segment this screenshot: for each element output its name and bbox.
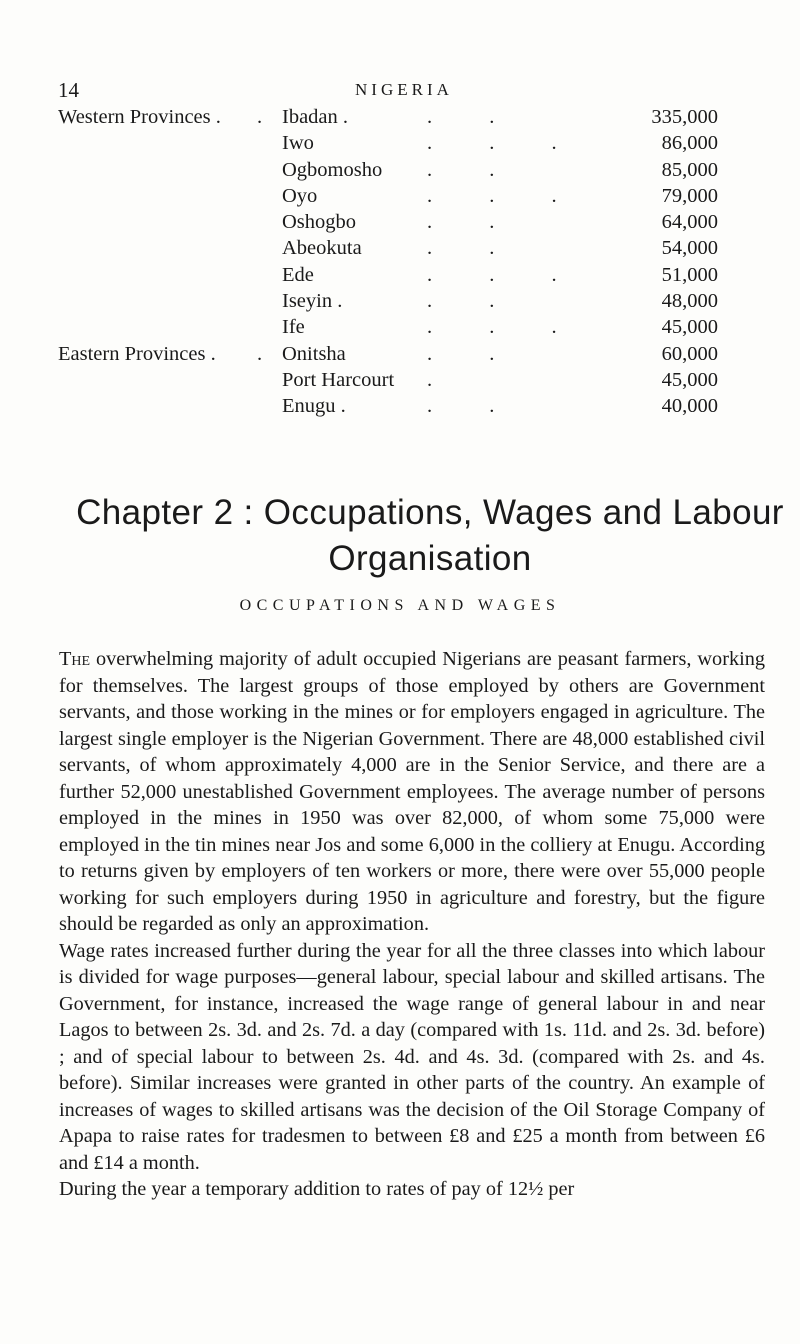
population-value: 48,000 [661,290,718,313]
table-row [58,262,718,288]
section-heading: OCCUPATIONS AND WAGES [239,597,561,614]
table-row [58,314,718,340]
table-row [58,104,718,130]
table-row [58,367,718,393]
leader-dot: . [257,342,263,365]
leader-dots: . . . [427,263,583,286]
table-row [58,183,718,209]
population-value: 86,000 [661,132,718,155]
leader-dots: . . [427,342,521,365]
leader-dots: . . [427,211,521,234]
region-label: Eastern Provinces . [58,342,216,365]
population-table [58,104,718,420]
population-value: 335,000 [651,106,718,128]
population-value: 64,000 [661,211,718,234]
leader-dots: . . [427,158,521,181]
leader-dots: . [427,368,459,391]
population-value: 60,000 [661,342,718,365]
city-name: Ogbomosho [282,158,383,181]
table-row [58,393,718,419]
table-row [58,130,718,156]
city-name: Onitsha [282,342,346,365]
leader-dots: . . [427,290,521,313]
city-name: Abeokuta [282,237,362,260]
city-name: Enugu . [282,395,346,418]
table-row [58,235,718,261]
table-row [58,288,718,314]
city-name: Oyo [282,184,318,207]
city-name: Ife [282,316,305,339]
city-name: Ede [282,263,314,286]
city-name: Iwo [282,132,314,155]
table-row [58,209,718,235]
chapter-title-line-2: Organisation [328,539,532,578]
population-value: 45,000 [661,368,718,391]
city-name: Oshogbo [282,211,357,234]
leader-dots: . . . [427,132,583,155]
city-name: Iseyin . [282,290,343,313]
table-row [58,157,718,183]
leader-dots: . . . [427,184,583,207]
body-text [59,646,765,1203]
paragraph-text: overwhelming majority of adult occupied Nigerians are peasant farmers, working for themselves. The largest groups of those employed by others are Government servants, and those working in the mines or for employers engaged in agriculture. The largest single employer is the Nigerian Government. There are 48,000 established civil servants, of whom approximately 4,000 are in the Senior Service, and there are a further 52,000 unestablished Government employees. The average number of persons employed in the mines in 1950 was over 82,000, of whom some 75,000 were employed in the tin mines near Jos and some 6,000 in the colliery at Enugu. According to returns given by employers of ten workers or more, there were over 55,000 people working for such employers during 1950 in agriculture and forestry, but the figure should be regarded as only an approximation. [59,648,766,935]
paragraph-lead-word: The [59,648,91,670]
leader-dot: . [257,106,263,128]
city-name: Port Harcourt [282,368,395,391]
city-name: Ibadan . [282,106,349,128]
population-value: 40,000 [661,395,718,418]
paragraph: During the year a temporary addition to rates of pay of 12½ per [59,1178,575,1200]
paragraph: Wage rates increased further during the year for all the three classes into which labour is divided for wage purposes—general labour, special labour and skilled artisans. The Government, for instance, increased the wage range of general labour in and near Lagos to between 2s. 3d. and 2s. 7d. a day (compared with 1s. 11d. and 2s. 3d. before) ; and of special labour to between 2s. 4d. and 4s. 3d. (compared with 2s. and 4s. before). Similar increases were granted in other parts of the country. An example of increases of wages to skilled artisans was the decision of the Oil Storage Company of Apapa to raise rates for tradesmen to between £8 and £25 a month from between £6 and £14 a month. [59,939,765,1174]
leader-dots: . . [427,395,521,418]
leader-dots: . . [427,106,521,128]
paragraph [59,646,765,938]
page-number: 14 [58,78,79,102]
population-value: 54,000 [661,237,718,260]
leader-dots: . . [427,237,521,260]
leader-dots: . . . [427,316,583,339]
chapter-title [60,490,800,582]
population-value: 45,000 [661,316,718,339]
table-row [58,341,718,367]
population-value: 85,000 [661,158,718,181]
running-head: NIGERIA [355,80,453,99]
chapter-title-line-1: Chapter 2 : Occupations, Wages and Labour [76,493,784,532]
population-value: 79,000 [661,184,718,207]
region-label: Western Provinces . [58,106,221,128]
population-value: 51,000 [661,263,718,286]
